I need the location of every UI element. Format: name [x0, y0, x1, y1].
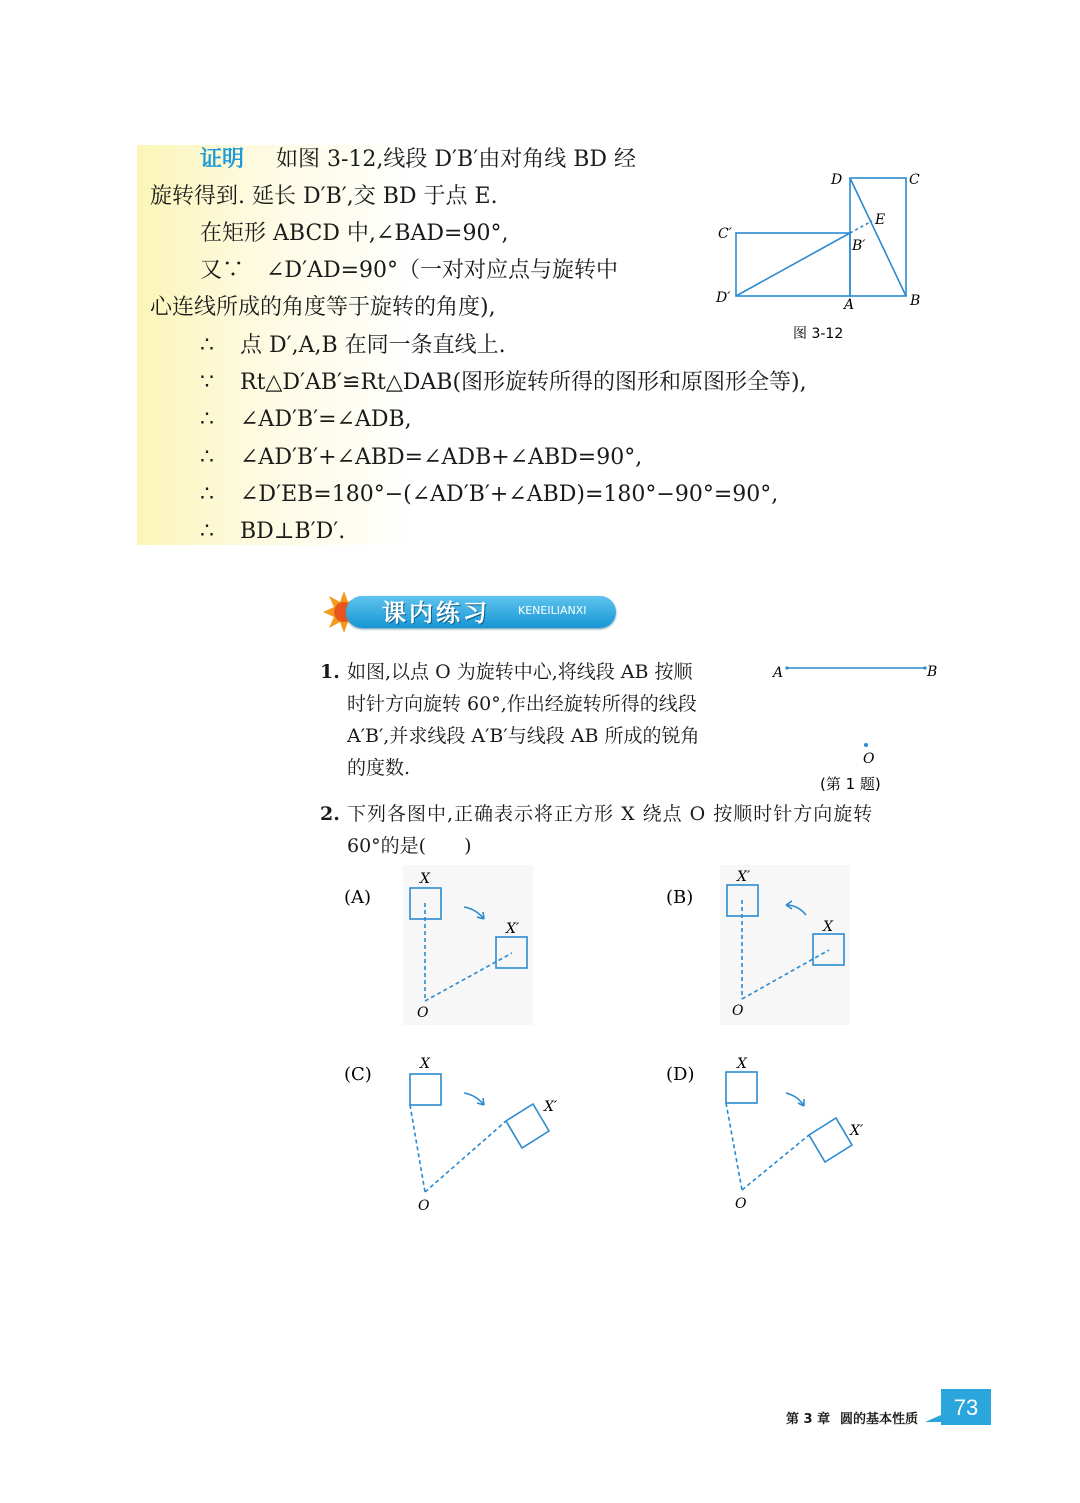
point-a	[785, 666, 788, 669]
page-number-tab	[925, 1387, 995, 1427]
option-b-panel	[720, 865, 850, 1025]
proof-line-6: ∴ 点 D′,A,B 在同一条直线上.	[200, 333, 506, 358]
diagonal-bd	[850, 178, 906, 296]
exercise-2-number: 2.	[320, 803, 340, 825]
option-c-label: (C)	[344, 1064, 372, 1085]
label-a: A	[844, 297, 855, 313]
label-o: O	[863, 751, 875, 767]
proof-line-2: 旋转得到. 延长 D′B′,交 BD 于点 E.	[150, 184, 498, 209]
segment-dpbp	[736, 233, 850, 296]
exercise-1-line-4: 的度数.	[347, 757, 411, 779]
proof-line-1: 证明 如图 3-12,线段 D′B′由对角线 BD 经	[200, 147, 637, 172]
label-d-prime: D′	[716, 290, 731, 306]
label-x-prime: X′	[506, 921, 520, 937]
option-c-figure	[340, 1050, 580, 1220]
proof-line-9: ∴ ∠AD′B′+∠ABD=∠ADB+∠ABD=90°,	[200, 445, 643, 470]
rotation-arrow	[464, 1093, 484, 1105]
label-x: X	[737, 1056, 747, 1072]
label-o: O	[418, 1198, 430, 1214]
exercise-2-line-1: 下列各图中,正确表示将正方形 X 绕点 O 按顺时针方向旋转	[347, 803, 874, 825]
segment-extension	[850, 221, 872, 233]
square-x	[726, 1072, 757, 1103]
label-x: X	[420, 1056, 430, 1072]
label-x: X	[420, 871, 430, 887]
radius-original	[726, 1103, 742, 1190]
label-o: O	[732, 1003, 744, 1019]
point-o	[864, 743, 868, 747]
proof-line-5: 心连线所成的角度等于旋转的角度),	[150, 295, 496, 320]
label-a: A	[773, 665, 784, 681]
label-x: X	[823, 919, 833, 935]
option-b-label: (B)	[666, 887, 694, 908]
radius-rotated	[742, 1135, 809, 1190]
proof-line-8: ∴ ∠AD′B′=∠ADB,	[200, 407, 412, 432]
proof-line-4: 又∵ ∠D′AD=90°（一对对应点与旋转中	[200, 258, 619, 283]
footer-chapter: 第 3 章	[786, 1412, 831, 1427]
label-c-prime: C′	[718, 226, 732, 242]
square-x-rotated	[506, 1104, 549, 1148]
proof-line-7: ∵ Rt△D′AB′≌Rt△DAB(图形旋转所得的图形和原图形全等),	[200, 370, 807, 395]
option-a-figure	[340, 865, 540, 1025]
page-tab-tail	[925, 1415, 941, 1422]
square-x	[410, 1074, 441, 1105]
proof-line-10: ∴ ∠D′EB=180°−(∠AD′B′+∠ABD)=180°−90°=90°,	[200, 482, 779, 507]
figure-3-12	[700, 160, 940, 360]
option-a-panel	[403, 865, 533, 1025]
exercise-banner	[322, 590, 617, 634]
option-d-label: (D)	[666, 1064, 695, 1085]
exercise-1-line-3: A′B′,并求线段 A′B′与线段 AB 所成的锐角	[347, 725, 700, 747]
label-x-prime: X′	[737, 869, 751, 885]
label-c: C	[909, 172, 920, 188]
label-e: E	[875, 212, 886, 228]
label-o: O	[735, 1196, 747, 1212]
option-a-label: (A)	[344, 887, 372, 908]
exercise-1-line-1: 如图,以点 O 为旋转中心,将线段 AB 按顺	[347, 661, 693, 683]
exercise-1-line-2: 时针方向旋转 60°,作出经旋转所得的线段	[347, 693, 697, 715]
radius-original	[410, 1105, 425, 1192]
exercise-2-line-2: 60°的是( )	[347, 835, 472, 857]
proof-line-11: ∴ BD⊥B′D′.	[200, 519, 346, 544]
label-b: B	[910, 293, 921, 309]
proof-line-3: 在矩形 ABCD 中,∠BAD=90°,	[200, 221, 509, 246]
label-d: D	[831, 172, 843, 188]
exercise-1-figure	[765, 655, 945, 795]
label-x-prime: X′	[544, 1099, 558, 1115]
banner-subtitle: KENEILIANXI	[518, 604, 587, 617]
figure-caption: 图 3-12	[793, 326, 844, 342]
option-d-figure	[662, 1050, 902, 1220]
label-b: B	[927, 664, 938, 680]
footer-title: 圆的基本性质	[840, 1412, 919, 1427]
square-x-rotated	[809, 1118, 852, 1162]
radius-rotated	[425, 1121, 506, 1192]
page-number: 73	[953, 1395, 979, 1420]
banner-title: 课内练习	[382, 599, 490, 627]
label-x-prime: X′	[850, 1123, 864, 1139]
exercise-1-caption: (第 1 题)	[820, 775, 881, 793]
option-b-figure	[662, 865, 862, 1025]
label-b-prime: B′	[852, 238, 866, 254]
label-o: O	[417, 1005, 429, 1021]
exercise-1-number: 1.	[320, 661, 340, 683]
proof-keyword: 证明	[200, 147, 245, 172]
